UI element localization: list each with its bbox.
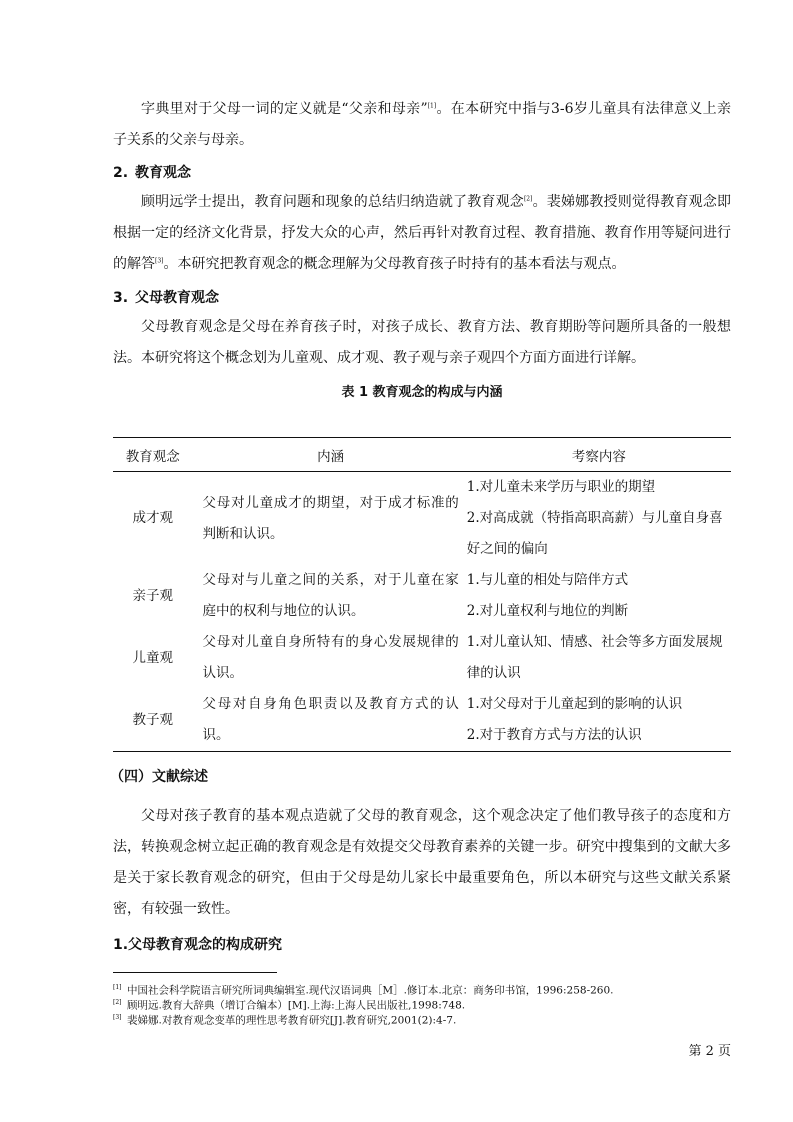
footnote-ref-1[interactable]: [1]	[427, 102, 437, 110]
cell-meaning: 父母对儿童成才的期望，对于成才标准的判断和认识。	[202, 494, 459, 542]
cell-content	[467, 627, 731, 689]
footnote-2: [2] 顾明远.教育大辞典（增订合编本）[M].上海:上海人民出版社,1998:748.	[113, 999, 466, 1012]
table-row	[113, 472, 731, 566]
page-number: 第 2 页	[688, 1044, 731, 1059]
cell-content	[467, 472, 731, 566]
cell-concept: 儿童观	[132, 649, 173, 666]
paragraph-literature-review: 父母对孩子教育的基本观点造就了父母的教育观念，这个观念决定了他们教导孩子的态度和方法，转换观念树立起正确的教育观念是有效提交父母教育素养的关键一步。研究中搜集到的文献大多是关于家长教育观念的研究，但由于父母是幼儿家长中最重要角色，所以本研究与这些文献关系紧密，有较强一致性。	[113, 808, 731, 917]
content-item: 1.对儿童认知、情感、社会等多方面发展规律的认识	[466, 634, 723, 681]
footnote-ref-2[interactable]: [2]	[523, 195, 533, 203]
content-item: 2.对儿童权利与地位的判断	[466, 603, 629, 619]
cell-content	[467, 565, 731, 627]
table-row	[113, 565, 731, 627]
cell-meaning: 父母对与儿童之间的关系，对于儿童在家庭中的权利与地位的认识。	[202, 572, 459, 619]
cell-concept: 亲子观	[132, 587, 173, 604]
footnote-3: [3] 裴娣娜.对教育观念变革的理性思考教育研究[J].教育研究,2001(2):4-7.	[113, 1014, 457, 1027]
section-heading-education-concept: 2. 教育观念	[113, 165, 191, 181]
header-content: 考察内容	[467, 438, 731, 472]
header-concept: 教育观念	[113, 438, 193, 472]
header-meaning: 内涵	[193, 438, 467, 472]
table-row	[113, 627, 731, 689]
section-heading-parent-education-concept: 3. 父母教育观念	[113, 290, 219, 306]
content-item: 2.对于教育方式与方法的认识	[466, 727, 642, 743]
content-item: 1.与儿童的相处与陪伴方式	[466, 572, 629, 588]
content-item: 2.对高成就（特指高职高薪）与儿童自身喜好之间的偏向	[466, 510, 723, 557]
cell-meaning: 父母对自身角色职责以及教育方式的认识。	[193, 689, 467, 752]
paragraph-parent-education-concept: 父母教育观念是父母在养育孩子时，对孩子成长、教育方法、教育期盼等问题所具备的一般想法。本研究将这个概念划为儿童观、成才观、教子观与亲子观四个方面方面进行详解。	[113, 319, 731, 366]
section-heading-composition-study: 1.父母教育观念的构成研究	[113, 937, 283, 953]
paragraph-education-concept: 顾明远学士提出，教育问题和现象的总结归纳造就了教育观念[2]。裴娣娜教授则觉得教育观念即根据一定的经济文化背景，抒发大众的心声，然后再针对教育过程、教育措施、教育作用等疑问进行的解答[3]。本研究把教育观念的概念理解为父母教育孩子时持有的基本看法与观点。	[113, 194, 731, 272]
cell-concept: 成才观	[132, 510, 173, 526]
concept-table	[113, 437, 731, 752]
paragraph-parent-definition: 字典里对于父母一词的定义就是“父亲和母亲”[1]。在本研究中指与3-6岁儿童具有法律意义上亲子关系的父亲与母亲。	[113, 101, 731, 148]
content-item: 1.对父母对于儿童起到的影响的认识	[466, 696, 683, 712]
cell-concept: 教子观	[113, 689, 193, 752]
footnote-divider	[113, 972, 277, 973]
footnote-1: [1] 中国社会科学院语言研究所词典编辑室.现代汉语词典［M］.修订本.北京：商务印书馆，1996:258-260.	[113, 984, 614, 997]
section-heading-literature-review: （四）文献综述	[110, 769, 208, 785]
table-row	[113, 689, 731, 752]
table-header-row	[113, 438, 731, 472]
table-caption: 表 1 教育观念的构成与内涵	[341, 385, 503, 400]
cell-content	[467, 689, 731, 752]
footnote-ref-3[interactable]: [3]	[155, 257, 164, 265]
cell-meaning: 父母对儿童自身所特有的身心发展规律的认识。	[202, 634, 459, 681]
content-item: 1.对儿童未来学历与职业的期望	[466, 479, 656, 495]
